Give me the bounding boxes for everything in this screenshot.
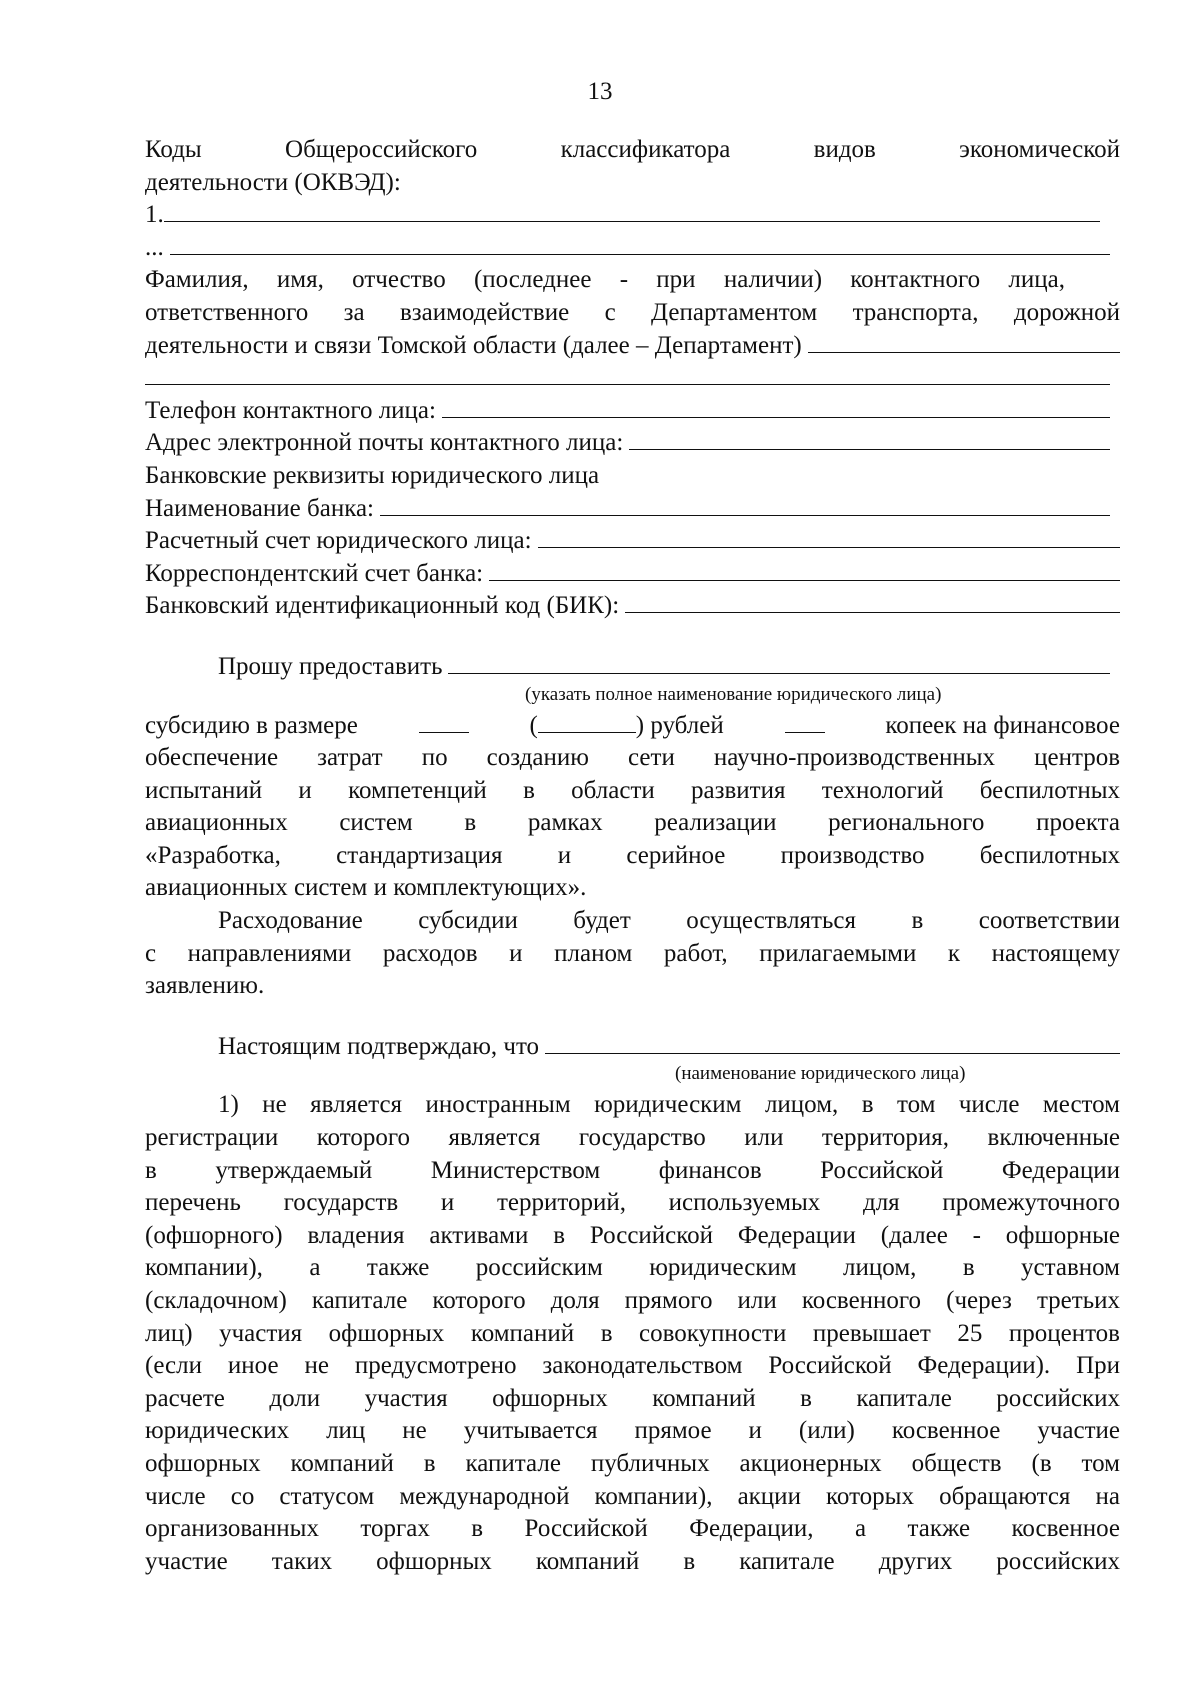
- confirm-entity-field[interactable]: [145, 1031, 1120, 1064]
- spend-text-line: с направлениями расходов и планом работ, прилагаемыми к настоящему: [145, 939, 1120, 967]
- bank-bik-blank[interactable]: [625, 590, 1120, 613]
- contact-fio-line-1: Фамилия, имя, отчество (последнее - при наличии) контактного лица,: [145, 266, 1065, 294]
- bank-bik-label: Банковский идентификационный код (БИК):: [145, 592, 620, 620]
- bank-name-blank[interactable]: [380, 493, 1110, 516]
- request-text-line: «Разработка, стандартизация и серийное производство беспилотных: [145, 841, 1120, 869]
- confirm-text-line: организованных торгах в Российской Федерации, а также косвенное: [145, 1515, 1120, 1543]
- confirm-text-line: в утверждаемый Министерством финансов Российской Федерации: [145, 1156, 1120, 1184]
- okved-heading-line-2: деятельности (ОКВЭД):: [145, 168, 401, 196]
- request-text-line: авиационных систем в рамках реализации регионального проекта: [145, 809, 1120, 837]
- bank-name-field[interactable]: [145, 493, 1110, 526]
- contact-email-blank[interactable]: [629, 427, 1110, 450]
- okved-item-more-blank[interactable]: [170, 232, 1110, 255]
- confirm-text-line: компании), а также российским юридическим лицом, в уставном: [145, 1254, 1120, 1282]
- document-body: [145, 134, 1120, 1578]
- confirm-text-line: перечень государств и территорий, используемых для промежуточного: [145, 1189, 1120, 1217]
- contact-phone-blank[interactable]: [442, 395, 1110, 418]
- confirm-text-line: (складочном) капитале которого доля прямого или косвенного (через третьих: [145, 1287, 1120, 1314]
- contact-email-field[interactable]: [145, 427, 1110, 460]
- confirm-entity-blank[interactable]: [545, 1031, 1120, 1054]
- contact-fio-blank-2[interactable]: [145, 362, 1110, 385]
- spacer: [145, 1003, 1120, 1031]
- bank-corr-label: Корреспондентский счет банка:: [145, 559, 484, 587]
- spacer: [145, 623, 1120, 651]
- confirm-entity-hint: (наименование юридического лица): [675, 1063, 966, 1085]
- contact-fio-line-4[interactable]: [145, 362, 1110, 395]
- page-number: 13: [587, 78, 613, 105]
- confirm-text-line: (если иное не предусмотрено законодательством Российской Федерации). При: [145, 1352, 1120, 1380]
- spend-text-line-last: заявлению.: [145, 972, 265, 1000]
- request-entity-blank[interactable]: [448, 651, 1110, 674]
- contact-fio-line-3[interactable]: деятельности и связи Томской области (далее – Департамент): [145, 330, 1120, 363]
- okved-item-1-blank[interactable]: [164, 199, 1100, 222]
- confirm-text-line: лиц) участия офшорных компаний в совокупности превышает 25 процентов: [145, 1319, 1120, 1347]
- confirm-text-line: юридических лиц не учитывается прямое и (или) косвенное участие: [145, 1417, 1120, 1445]
- spend-text-line: Расходование субсидии будет осуществляться в соответствии: [218, 907, 1120, 935]
- okved-item-more[interactable]: [145, 232, 1110, 265]
- bank-account-label: Расчетный счет юридического лица:: [145, 527, 532, 555]
- confirm-label: Настоящим подтверждаю, что: [218, 1032, 540, 1060]
- confirm-text-line: числе со статусом международной компании), акции которых обращаются на: [145, 1482, 1120, 1510]
- confirm-text-line: расчете доли участия офшорных компаний в капитале российских: [145, 1384, 1120, 1412]
- bank-bik-field[interactable]: [145, 590, 1120, 623]
- bank-account-field[interactable]: [145, 525, 1120, 558]
- confirm-text-line: регистрации которого является государство или территория, включенные: [145, 1124, 1120, 1152]
- contact-fio-line-2: ответственного за взаимодействие с Департаментом транспорта, дорожной: [145, 298, 1120, 326]
- contact-phone-label: Телефон контактного лица:: [145, 396, 436, 424]
- request-entity-hint: (указать полное наименование юридического лица): [525, 683, 942, 705]
- okved-item-1[interactable]: [145, 199, 1100, 232]
- okved-ellipsis: ...: [145, 233, 164, 261]
- contact-fio-blank-1[interactable]: [808, 330, 1120, 353]
- bank-name-label: Наименование банка:: [145, 494, 375, 522]
- bank-account-blank[interactable]: [538, 525, 1120, 548]
- request-text-line: испытаний и компетенций в области развития технологий беспилотных: [145, 776, 1120, 804]
- request-text-line-last: авиационных систем и комплектующих».: [145, 874, 587, 902]
- confirm-text-line: офшорных компаний в капитале публичных акционерных обществ (в том: [145, 1449, 1120, 1477]
- confirm-text-line: (офшорного) владения активами в Российской Федерации (далее - офшорные: [145, 1221, 1120, 1249]
- bank-corr-field[interactable]: [145, 558, 1120, 591]
- request-ask-label: Прошу предоставить: [218, 652, 443, 680]
- confirm-text-line: 1) не является иностранным юридическим лицом, в том числе местом: [218, 1091, 1120, 1119]
- bank-heading: Банковские реквизиты юридического лица: [145, 461, 600, 489]
- subsidy-amount-words-blank[interactable]: [538, 710, 636, 733]
- subsidy-kopecks-blank[interactable]: [785, 710, 825, 733]
- request-text-line: обеспечение затрат по созданию сети научно-производственных центров: [145, 744, 1120, 772]
- request-entity-field[interactable]: [145, 651, 1110, 684]
- contact-phone-field[interactable]: [145, 395, 1110, 428]
- bank-corr-blank[interactable]: [489, 558, 1120, 581]
- contact-email-label: Адрес электронной почты контактного лица:: [145, 429, 624, 457]
- confirm-text-line: участие таких офшорных компаний в капитале других российских: [145, 1547, 1120, 1575]
- subsidy-amount-line[interactable]: субсидию в размере ( ) рублей копеек на финансовое: [145, 711, 1120, 739]
- subsidy-amount-blank[interactable]: [419, 710, 469, 733]
- okved-heading-line: Коды Общероссийского классификатора видов экономической: [145, 136, 1120, 163]
- okved-item-1-label: 1.: [145, 201, 164, 229]
